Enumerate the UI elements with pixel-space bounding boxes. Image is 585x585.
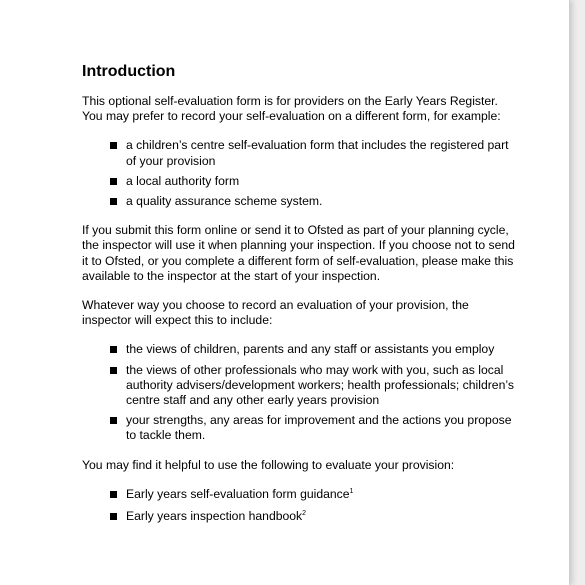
submission-paragraph: If you submit this form online or send it to Ofsted as part of your planning cycle, the inspector will use it when planning your inspection. If you choose not to send it to Ofsted, or you complete a different form of self-evaluation, please make this available to the inspector at the start of your inspection.	[82, 223, 515, 283]
square-bullet-icon	[110, 178, 117, 185]
square-bullet-icon	[110, 513, 117, 520]
square-bullet-icon	[110, 346, 117, 353]
footnote-marker[interactable]: 2	[302, 510, 307, 518]
list-item	[80, 509, 520, 524]
list-item	[80, 138, 520, 168]
document-content	[80, 62, 520, 538]
resources-paragraph: You may find it helpful to use the following to evaluate your provision:	[82, 457, 455, 472]
footnote-marker[interactable]: 1	[349, 487, 354, 495]
square-bullet-icon	[110, 367, 117, 374]
list-item-text: a quality assurance scheme system.	[126, 194, 323, 209]
list-item	[80, 174, 520, 189]
section-heading: Introduction	[82, 63, 176, 80]
list-item-text: a children’s centre self-evaluation form that includes the registered part of your provision	[126, 138, 509, 168]
square-bullet-icon	[110, 491, 117, 498]
intro-paragraph: This optional self-evaluation form is for providers on the Early Years Register. You may prefer to record your self-evaluation on a different form, for example:	[82, 94, 501, 124]
expectation-paragraph: Whatever way you choose to record an evaluation of your provision, the inspector will expect this to include:	[82, 298, 469, 328]
list-item	[80, 342, 520, 357]
list-item	[80, 194, 520, 209]
list-item-text: Early years self-evaluation form guidance	[126, 486, 350, 501]
evaluation-contents-list	[80, 342, 520, 443]
list-item-text: the views of other professionals who may work with you, such as local authority advisers/development workers; health professionals; children’s centre staff and any other early years provision	[126, 362, 514, 408]
square-bullet-icon	[110, 417, 117, 424]
square-bullet-icon	[110, 142, 117, 149]
resources-list	[80, 487, 520, 524]
square-bullet-icon	[110, 198, 117, 205]
list-item	[80, 487, 520, 502]
list-item-text: Early years inspection handbook	[126, 509, 303, 524]
list-item	[80, 413, 520, 443]
list-item-text: a local authority form	[126, 173, 240, 188]
list-item	[80, 363, 520, 409]
list-item-text: your strengths, any areas for improvement and the actions you propose to tackle them.	[126, 413, 512, 443]
list-item-text: the views of children, parents and any staff or assistants you employ	[126, 342, 495, 357]
example-forms-list	[80, 138, 520, 209]
